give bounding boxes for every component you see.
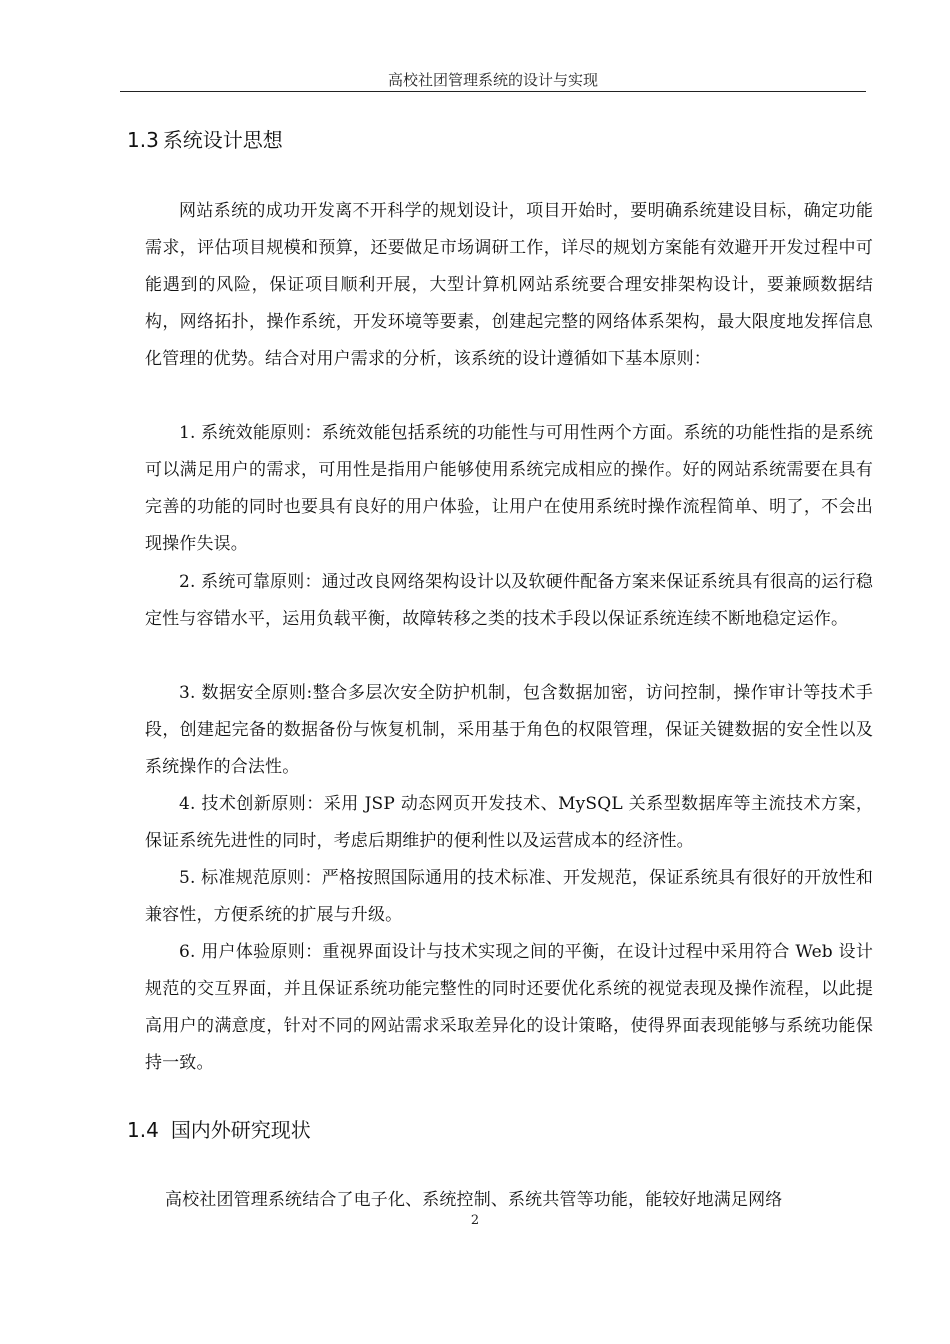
section-title: 国内外研究现状 [170,1118,311,1142]
section-title: 系统设计思想 [162,128,283,152]
running-header-title: 高校社团管理系统的设计与实现 [387,71,598,89]
principle-paragraph-3: 3. 数据安全原则:整合多层次安全防护机制，包含数据加密，访问控制，操作审计等技术手段，创建起完备的数据备份与恢复机制，采用基于角色的权限管理，保证关键数据的安全性以及系统操作的合法性。 [145,683,873,777]
section-heading-1-3 [127,126,283,154]
section-number: 1.4 [127,1118,159,1142]
principle-paragraph-2: 2. 系统可靠原则：通过改良网络架构设计以及软硬件配备方案来保证系统具有很高的运行稳定性与容错水平，运用负载平衡，故障转移之类的技术手段以保证系统连续不断地稳定运作。 [145,572,873,629]
principle-paragraph-6: 6. 用户体验原则：重视界面设计与技术实现之间的平衡，在设计过程中采用符合 Web 设计规范的交互界面，并且保证系统功能完整性的同时还要优化系统的视觉表现及操作流程，以此提高用户的满意度，针对不同的网站需求采取差异化的设计策略，使得界面表现能够与系统功能保持一致。 [145,942,873,1073]
section-heading-1-4 [127,1116,311,1144]
principle-paragraph-4: 4. 技术创新原则：采用 JSP 动态网页开发技术、MySQL 关系型数据库等主流技术方案，保证系统先进性的同时，考虑后期维护的便利性以及运营成本的经济性。 [145,794,873,851]
research-status-paragraph: 高校社团管理系统结合了电子化、系统控制、系统共管等功能，能较好地满足网络 [165,1190,783,1210]
principle-paragraph-5: 5. 标准规范原则：严格按照国际通用的技术标准、开发规范，保证系统具有很好的开放性和兼容性，方便系统的扩展与升级。 [145,868,873,925]
principle-paragraph-1: 1. 系统效能原则：系统效能包括系统的功能性与可用性两个方面。系统的功能性指的是系统可以满足用户的需求，可用性是指用户能够使用系统完成相应的操作。好的网站系统需要在具有完善的功能的同时也要具有良好的用户体验，让用户在使用系统时操作流程简单、明了，不会出现操作失误。 [145,423,873,554]
section-number: 1.3 [127,128,159,152]
page-number: 2 [470,1213,480,1228]
intro-paragraph: 网站系统的成功开发离不开科学的规划设计，项目开始时，要明确系统建设目标，确定功能需求，评估项目规模和预算，还要做足市场调研工作，详尽的规划方案能有效避开开发过程中可能遇到的风险，保证项目顺利开展，大型计算机网站系统要合理安排架构设计，要兼顾数据结构，网络拓扑，操作系统，开发环境等要素，创建起完整的网络体系架构，最大限度地发挥信息化管理的优势。结合对用户需求的分析，该系统的设计遵循如下基本原则： [145,201,873,369]
header-divider [120,91,866,92]
